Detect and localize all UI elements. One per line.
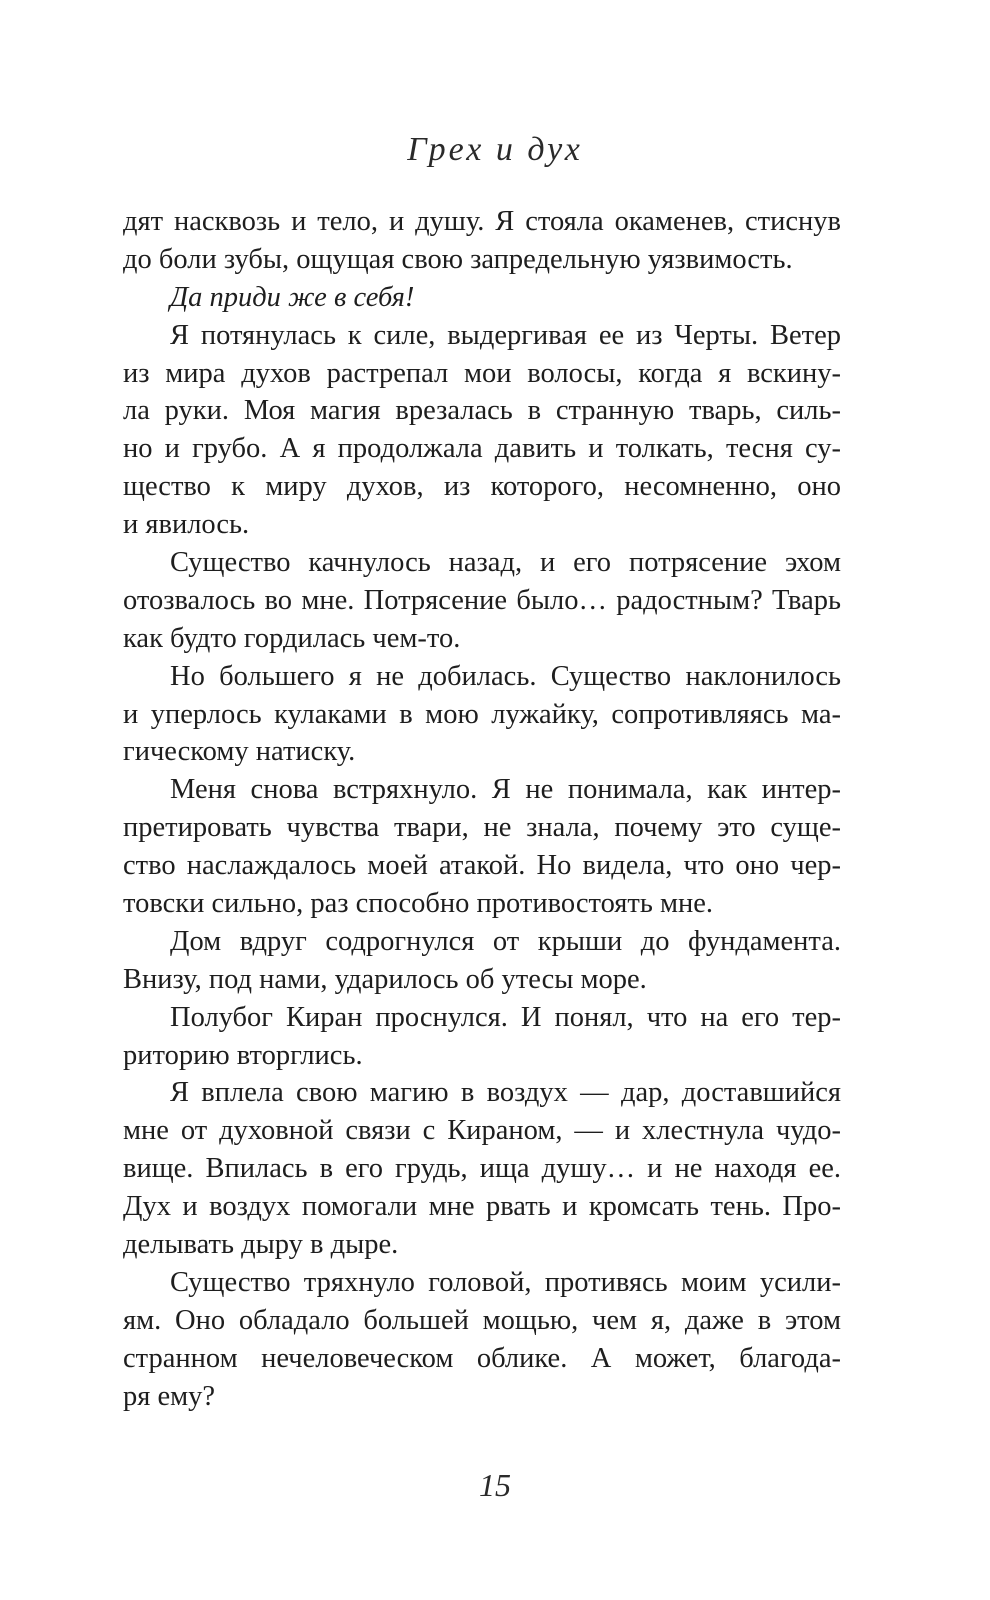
text-line: и уперлось кулаками в мою лужайку, сопротивляясь ма- [123, 698, 841, 730]
text-line: но и грубо. А я продолжала давить и толкать, тесня су- [123, 433, 841, 465]
running-head: Грех и дух [407, 131, 583, 168]
text-line: из мира духов растрепал мои волосы, когда я вскину- [123, 357, 841, 389]
text-line: ям. Оно обладало большей мощью, чем я, даже в этом [123, 1304, 841, 1336]
text-line: до боли зубы, ощущая свою запредельную уязвимость. [123, 243, 793, 275]
text-line: Меня снова встряхнуло. Я не понимала, как интер- [170, 774, 841, 806]
text-line: вище. Впилась в его грудь, ища душу… и не находя ее. [123, 1153, 841, 1185]
text-line: Существо тряхнуло головой, противясь моим усили- [170, 1266, 841, 1298]
text-line: ря ему? [123, 1380, 216, 1412]
text-line: товски сильно, раз способно противостоять мне. [123, 888, 714, 920]
text-line: как будто гордилась чем-то. [123, 622, 461, 654]
text-line: дят насквозь и тело, и душу. Я стояла окаменев, стиснув [123, 206, 841, 237]
text-line: Полубог Киран проснулся. И понял, что на его тер- [170, 1001, 841, 1033]
text-line: щество к миру духов, из которого, несомненно, оно [123, 471, 841, 503]
text-line: претировать чувства твари, не знала, почему это суще- [123, 812, 841, 844]
text-line: Я вплела свою магию в воздух — дар, доставшийся [170, 1077, 841, 1109]
page-number: 15 [479, 1467, 511, 1503]
text-line: Да приди же в себя! [170, 281, 415, 313]
text-line: странном нечеловеческом облике. А может, благода- [123, 1342, 841, 1374]
text-line: Дом вдруг содрогнулся от крыши до фундамента. [170, 925, 841, 957]
text-line: ство наслаждалось моей атакой. Но видела, что оно чер- [123, 850, 841, 882]
text-line: гическому натиску. [123, 736, 356, 768]
text-line: и явилось. [123, 509, 250, 541]
text-line: отозвалось во мне. Потрясение было… радостным? Тварь [123, 584, 841, 616]
text-line: ла руки. Моя магия врезалась в странную тварь, силь- [123, 395, 841, 427]
text-line: делывать дыру в дыре. [123, 1229, 399, 1261]
text-line: Я потянулась к силе, выдергивая ее из Черты. Ветер [170, 319, 841, 351]
text-line: Дух и воздух помогали мне рвать и кромсать тень. Про- [123, 1191, 841, 1223]
text-line: Существо качнулось назад, и его потрясение эхом [170, 547, 841, 579]
text-line: Внизу, под нами, ударилось об утесы море. [123, 963, 647, 995]
body-text [123, 203, 841, 1416]
text-line: мне от духовной связи с Кираном, — и хлестнула чудо- [123, 1115, 841, 1147]
text-line: риторию вторглись. [123, 1039, 363, 1071]
text-line: Но большего я не добилась. Существо наклонилось [170, 660, 841, 692]
